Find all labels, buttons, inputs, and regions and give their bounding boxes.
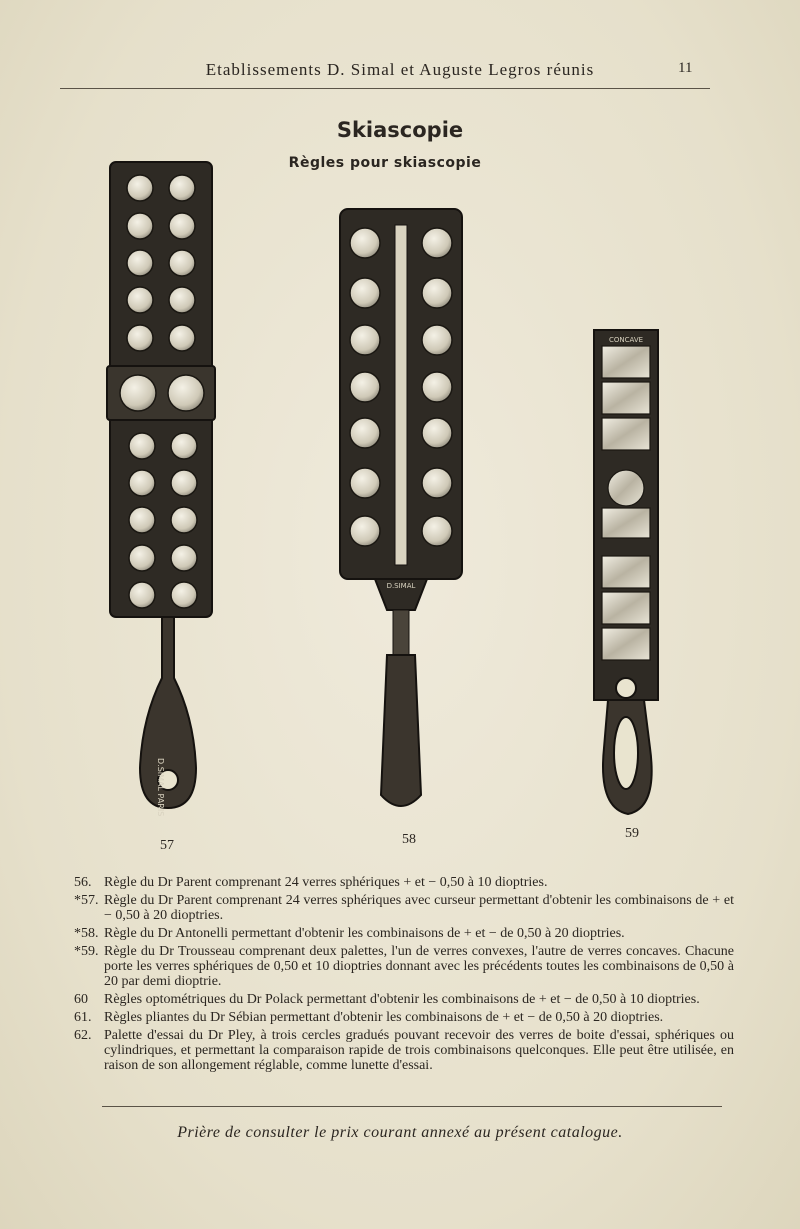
entry-number: *58.	[74, 926, 99, 941]
fig57-engraving: D.SIMAL PARIS	[156, 758, 165, 817]
fig59-engraving: CONCAVE	[608, 336, 644, 344]
entry-description: Règle du Dr Trousseau comprenant deux palettes, l'un de verres convexes, l'autre de verres concaves. Chacune porte les verres sphériques de 0,50 et 10 dioptries donnant avec les précédents toutes les combinaisons de 0,50 à 20 par demi dioptrie.	[104, 944, 734, 989]
figure-57-number: 57	[160, 838, 174, 853]
figure-58-antonelli-ruler	[335, 205, 470, 835]
catalogue-entry	[74, 944, 734, 989]
running-head: Etablissements D. Simal et Auguste Legros réunis	[205, 60, 595, 79]
entry-number: 61.	[74, 1010, 92, 1025]
entry-number: *59.	[74, 944, 99, 959]
entry-description: Règle du Dr Antonelli permettant d'obtenir les combinaisons de + et − de 0,50 à 20 dioptries.	[104, 926, 625, 941]
entry-description: Règles optométriques du Dr Polack permettant d'obtenir les combinaisons de + et − de 0,50 à 10 dioptries.	[104, 992, 700, 1007]
page-title: Skiascopie	[336, 118, 464, 142]
page-subtitle: Règles pour skiascopie	[288, 155, 482, 171]
entry-description: Règle du Dr Parent comprenant 24 verres sphériques avec curseur permettant d'obtenir les combinaisons de + et − 0,50 à 20 dioptries.	[104, 893, 734, 923]
footer-note: Prière de consulter le prix courant annexé au présent catalogue.	[177, 1124, 623, 1141]
figure-58-number: 58	[402, 832, 416, 847]
footer-rule	[102, 1106, 722, 1107]
catalogue-entry	[74, 1010, 734, 1025]
catalogue-entry	[74, 875, 734, 890]
entry-number: *57.	[74, 893, 99, 908]
header-rule	[60, 88, 710, 89]
catalogue-entry	[74, 992, 734, 1007]
entry-number: 62.	[74, 1028, 92, 1043]
figure-59-trousseau-ruler	[588, 328, 668, 823]
entry-number: 60	[74, 992, 88, 1007]
entry-description: Règle du Dr Parent comprenant 24 verres sphériques + et − 0,50 à 10 dioptries.	[104, 875, 548, 890]
catalogue-entry	[74, 893, 734, 923]
catalogue-entries	[74, 875, 734, 1076]
figure-57-parent-ruler	[100, 158, 230, 833]
figure-59-number: 59	[625, 826, 639, 841]
entry-description: Palette d'essai du Dr Pley, à trois cercles gradués pouvant recevoir des verres de boite d'essai, sphériques ou cylindriques, et permettant la comparaison rapide de trois combinaisons quelconques. Elle peut être utilisée, en raison de son allongement réglable, comme lunette d'essai.	[104, 1028, 734, 1073]
catalogue-entry	[74, 926, 734, 941]
entry-description: Règles pliantes du Dr Sébian permettant d'obtenir les combinaisons de + et − de 0,50 à 20 dioptries.	[104, 1010, 664, 1025]
fig58-engraving: D.SIMAL	[386, 582, 416, 590]
page-number: 11	[678, 60, 693, 76]
entry-number: 56.	[74, 875, 92, 890]
catalogue-entry	[74, 1028, 734, 1073]
